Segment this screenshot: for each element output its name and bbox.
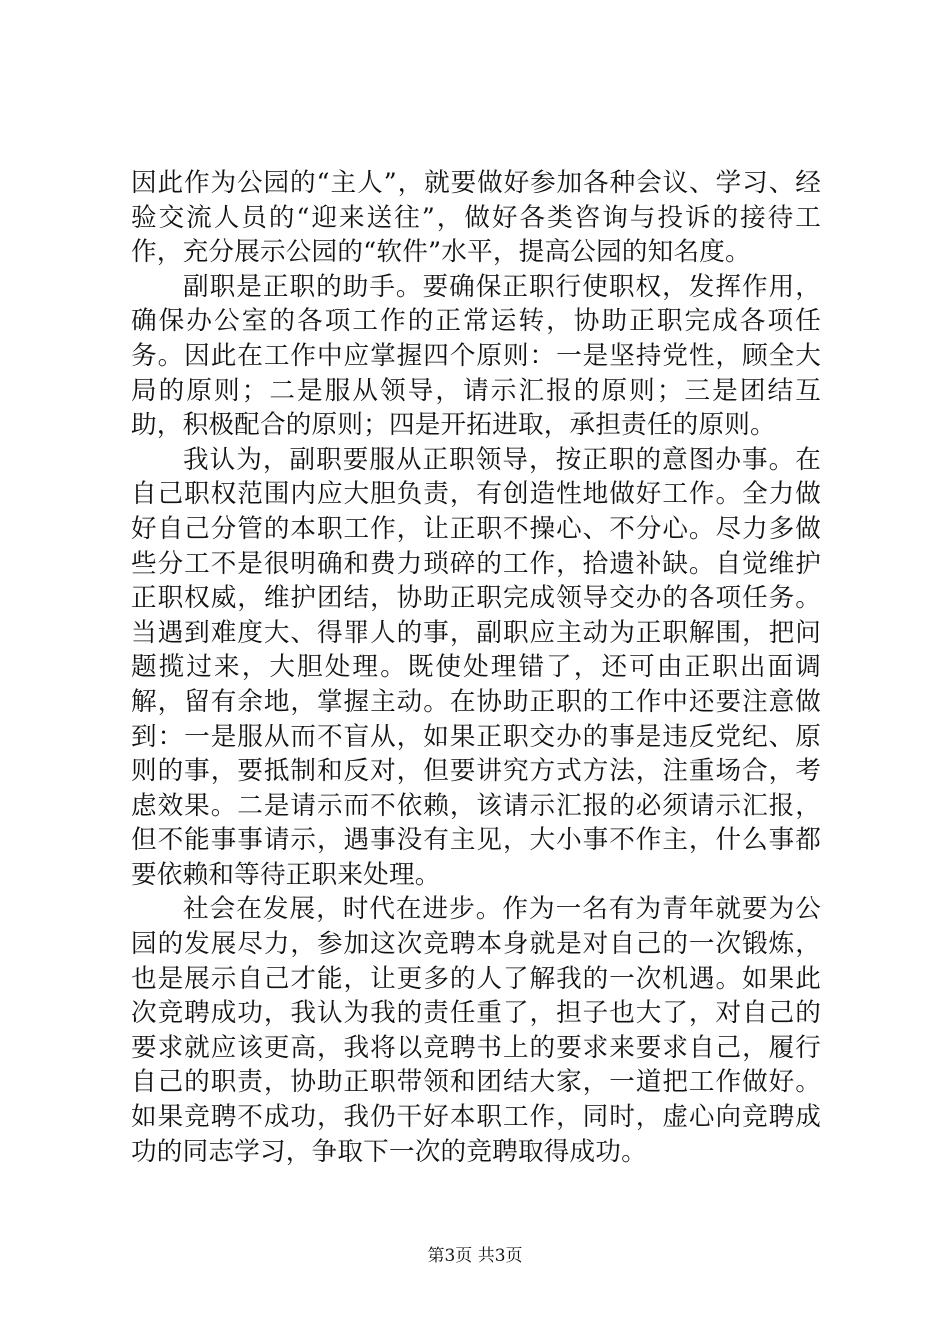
paragraph-deputy-duties: 我认为，副职要服从正职领导，按正职的意图办事。在自己职权范围内应大胆负责，有创造性地做好工作。全力做好自己分管的本职工作，让正职不操心、不分心。尽力多做些分工不是很明确和费力琐碎的工作，拾遗补缺。自觉维护正职权威，维护团结，协助正职完成领导交办的各项任务。当遇到难度大、得罪人的事，副职应主动为正职解围，把问题揽过来，大胆处理。既使处理错了，还可由正职出面调解，留有余地，掌握主动。在协助正职的工作中还要注意做到：一是服从而不盲从，如果正职交办的事是违反党纪、原则的事，要抵制和反对，但要讲究方式方法，注重场合，考虑效果。二是请示而不依赖，该请示汇报的必须请示汇报，但不能事事请示，遇事没有主见，大小事不作主，什么事都要依赖和等待正职来处理。 (131, 444, 821, 890)
paragraph-continuation: 因此作为公园的“主人”，就要做好参加各种会议、学习、经验交流人员的“迎来送往”，做好各类咨询与投诉的接待工作，充分展示公园的“软件”水平，提高公园的知名度。 (131, 168, 821, 268)
paragraph-conclusion: 社会在发展，时代在进步。作为一名有为青年就要为公园的发展尽力，参加这次竞聘本身就是对自己的一次锻炼，也是展示自己才能，让更多的人了解我的一次机遇。如果此次竞聘成功，我认为我的责任重了，担子也大了，对自己的要求就应该更高，我将以竞聘书上的要求来要求自己，履行自己的职责，协助正职带领和团结大家，一道把工作做好。如果竞聘不成功，我仍干好本职工作，同时，虚心向竞聘成功的同志学习，争取下一次的竞聘取得成功。 (131, 894, 821, 1167)
page-footer: 第3页 共3页 (427, 1246, 523, 1266)
document-body (131, 166, 821, 1169)
paragraph-deputy-role: 副职是正职的助手。要确保正职行使职权，发挥作用，确保办公室的各项工作的正常运转，协助正职完成各项任务。因此在工作中应掌握四个原则：一是坚持党性，顾全大局的原则；二是服从领导，请示汇报的原则；三是团结互助，积极配合的原则；四是开拓进取，承担责任的原则。 (131, 271, 821, 441)
